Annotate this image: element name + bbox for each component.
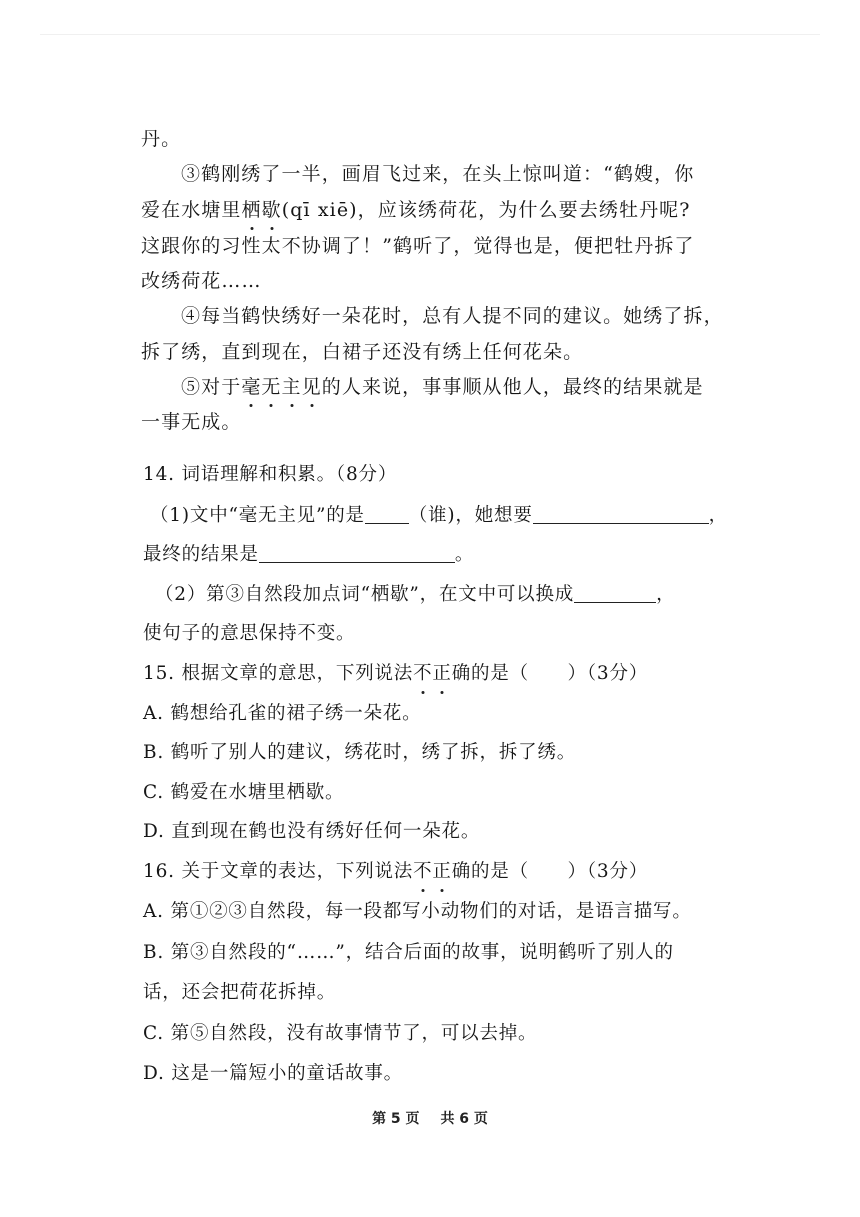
question-16-option-d: D. 这是一篇短小的童话故事。 xyxy=(143,1063,403,1084)
dotted-char: 主 xyxy=(282,372,302,402)
paragraph-4-line-1: ④每当鹤快绣好一朵花时，总有人提不同的建议。她绣了拆， xyxy=(181,305,724,327)
paragraph-4-line-2: 拆了绣，直到现在，白裙子还没有绣上任何花朵。 xyxy=(141,341,584,363)
question-16-option-c: C. 第⑤自然段，没有故事情节了，可以去掉。 xyxy=(143,1023,538,1044)
paragraph-5-line-1: ⑤对于毫无主见的人来说，事事顺从他人，最终的结果就是 xyxy=(181,372,704,402)
question-14-title: 14. 词语理解和积累。（8分） xyxy=(143,464,398,485)
answer-blank[interactable] xyxy=(533,503,709,524)
question-15-option-b: B. 鹤听了别人的建议，绣花时，绣了拆，拆了绣。 xyxy=(143,742,577,763)
question-16-option-b: B. 第③自然段的“……”，结合后面的故事，说明鹤听了别人的 xyxy=(143,942,674,963)
scan-edge-line xyxy=(40,34,820,35)
paragraph-3-line-1: ③鹤刚绣了一半，画眉飞过来，在头上惊叫道：“鹤嫂，你 xyxy=(181,163,695,185)
dotted-char: 不 xyxy=(413,659,432,689)
passage-line: 丹。 xyxy=(141,128,182,150)
answer-blank[interactable] xyxy=(365,503,409,524)
page-footer xyxy=(0,1108,860,1128)
dotted-char: 正 xyxy=(432,659,451,689)
dotted-char: 栖 xyxy=(242,195,262,225)
question-15-title: 15. 根据文章的意思，下列说法不正确的是（ ）（3分） xyxy=(143,659,648,689)
paragraph-5-line-2: 一事无成。 xyxy=(141,411,242,433)
question-14-sub-1-cont: 最终的结果是 。 xyxy=(143,544,475,565)
paragraph-3-line-3: 这跟你的习性太不协调了！”鹤听了，觉得也是，便把牡丹拆了 xyxy=(141,235,695,257)
question-14-sub-1: （1)文中“毫无主见”的是 （谁)，她想要 ， xyxy=(150,505,728,526)
answer-blank[interactable] xyxy=(574,582,656,603)
question-16-option-a: A. 第①②③自然段，每一段都写小动物们的对话，是语言描写。 xyxy=(143,901,692,922)
question-15-option-d: D. 直到现在鹤也没有绣好任何一朵花。 xyxy=(143,821,481,842)
dotted-char: 见 xyxy=(302,372,322,402)
dotted-char: 歇 xyxy=(262,195,282,225)
dotted-char: 无 xyxy=(261,372,281,402)
dotted-char: 毫 xyxy=(241,372,261,402)
question-14-sub-2-cont: 使句子的意思保持不变。 xyxy=(143,623,356,644)
answer-blank[interactable] xyxy=(259,542,455,563)
paragraph-3-line-4: 改绣荷花…… xyxy=(141,270,262,292)
dotted-char: 不 xyxy=(413,857,432,887)
page-number: 第 5 页 xyxy=(372,1111,420,1127)
question-16-title: 16. 关于文章的表达，下列说法不正确的是（ ）（3分） xyxy=(143,857,648,887)
question-15-option-a: A. 鹤想给孔雀的裙子绣一朵花。 xyxy=(143,703,422,724)
question-16-option-b-cont: 话，还会把荷花拆掉。 xyxy=(143,982,337,1003)
paragraph-3-line-2: 爱在水塘里栖歇(qī xiē)，应该绣荷花，为什么要去绣牡丹呢? xyxy=(141,195,691,225)
page-total: 共 6 页 xyxy=(440,1111,488,1127)
dotted-char: 正 xyxy=(432,857,451,887)
question-14-sub-2: （2）第③自然段加点词“栖歇”，在文中可以换成 ， xyxy=(155,584,676,605)
question-15-option-c: C. 鹤爱在水塘里栖歇。 xyxy=(143,782,345,803)
